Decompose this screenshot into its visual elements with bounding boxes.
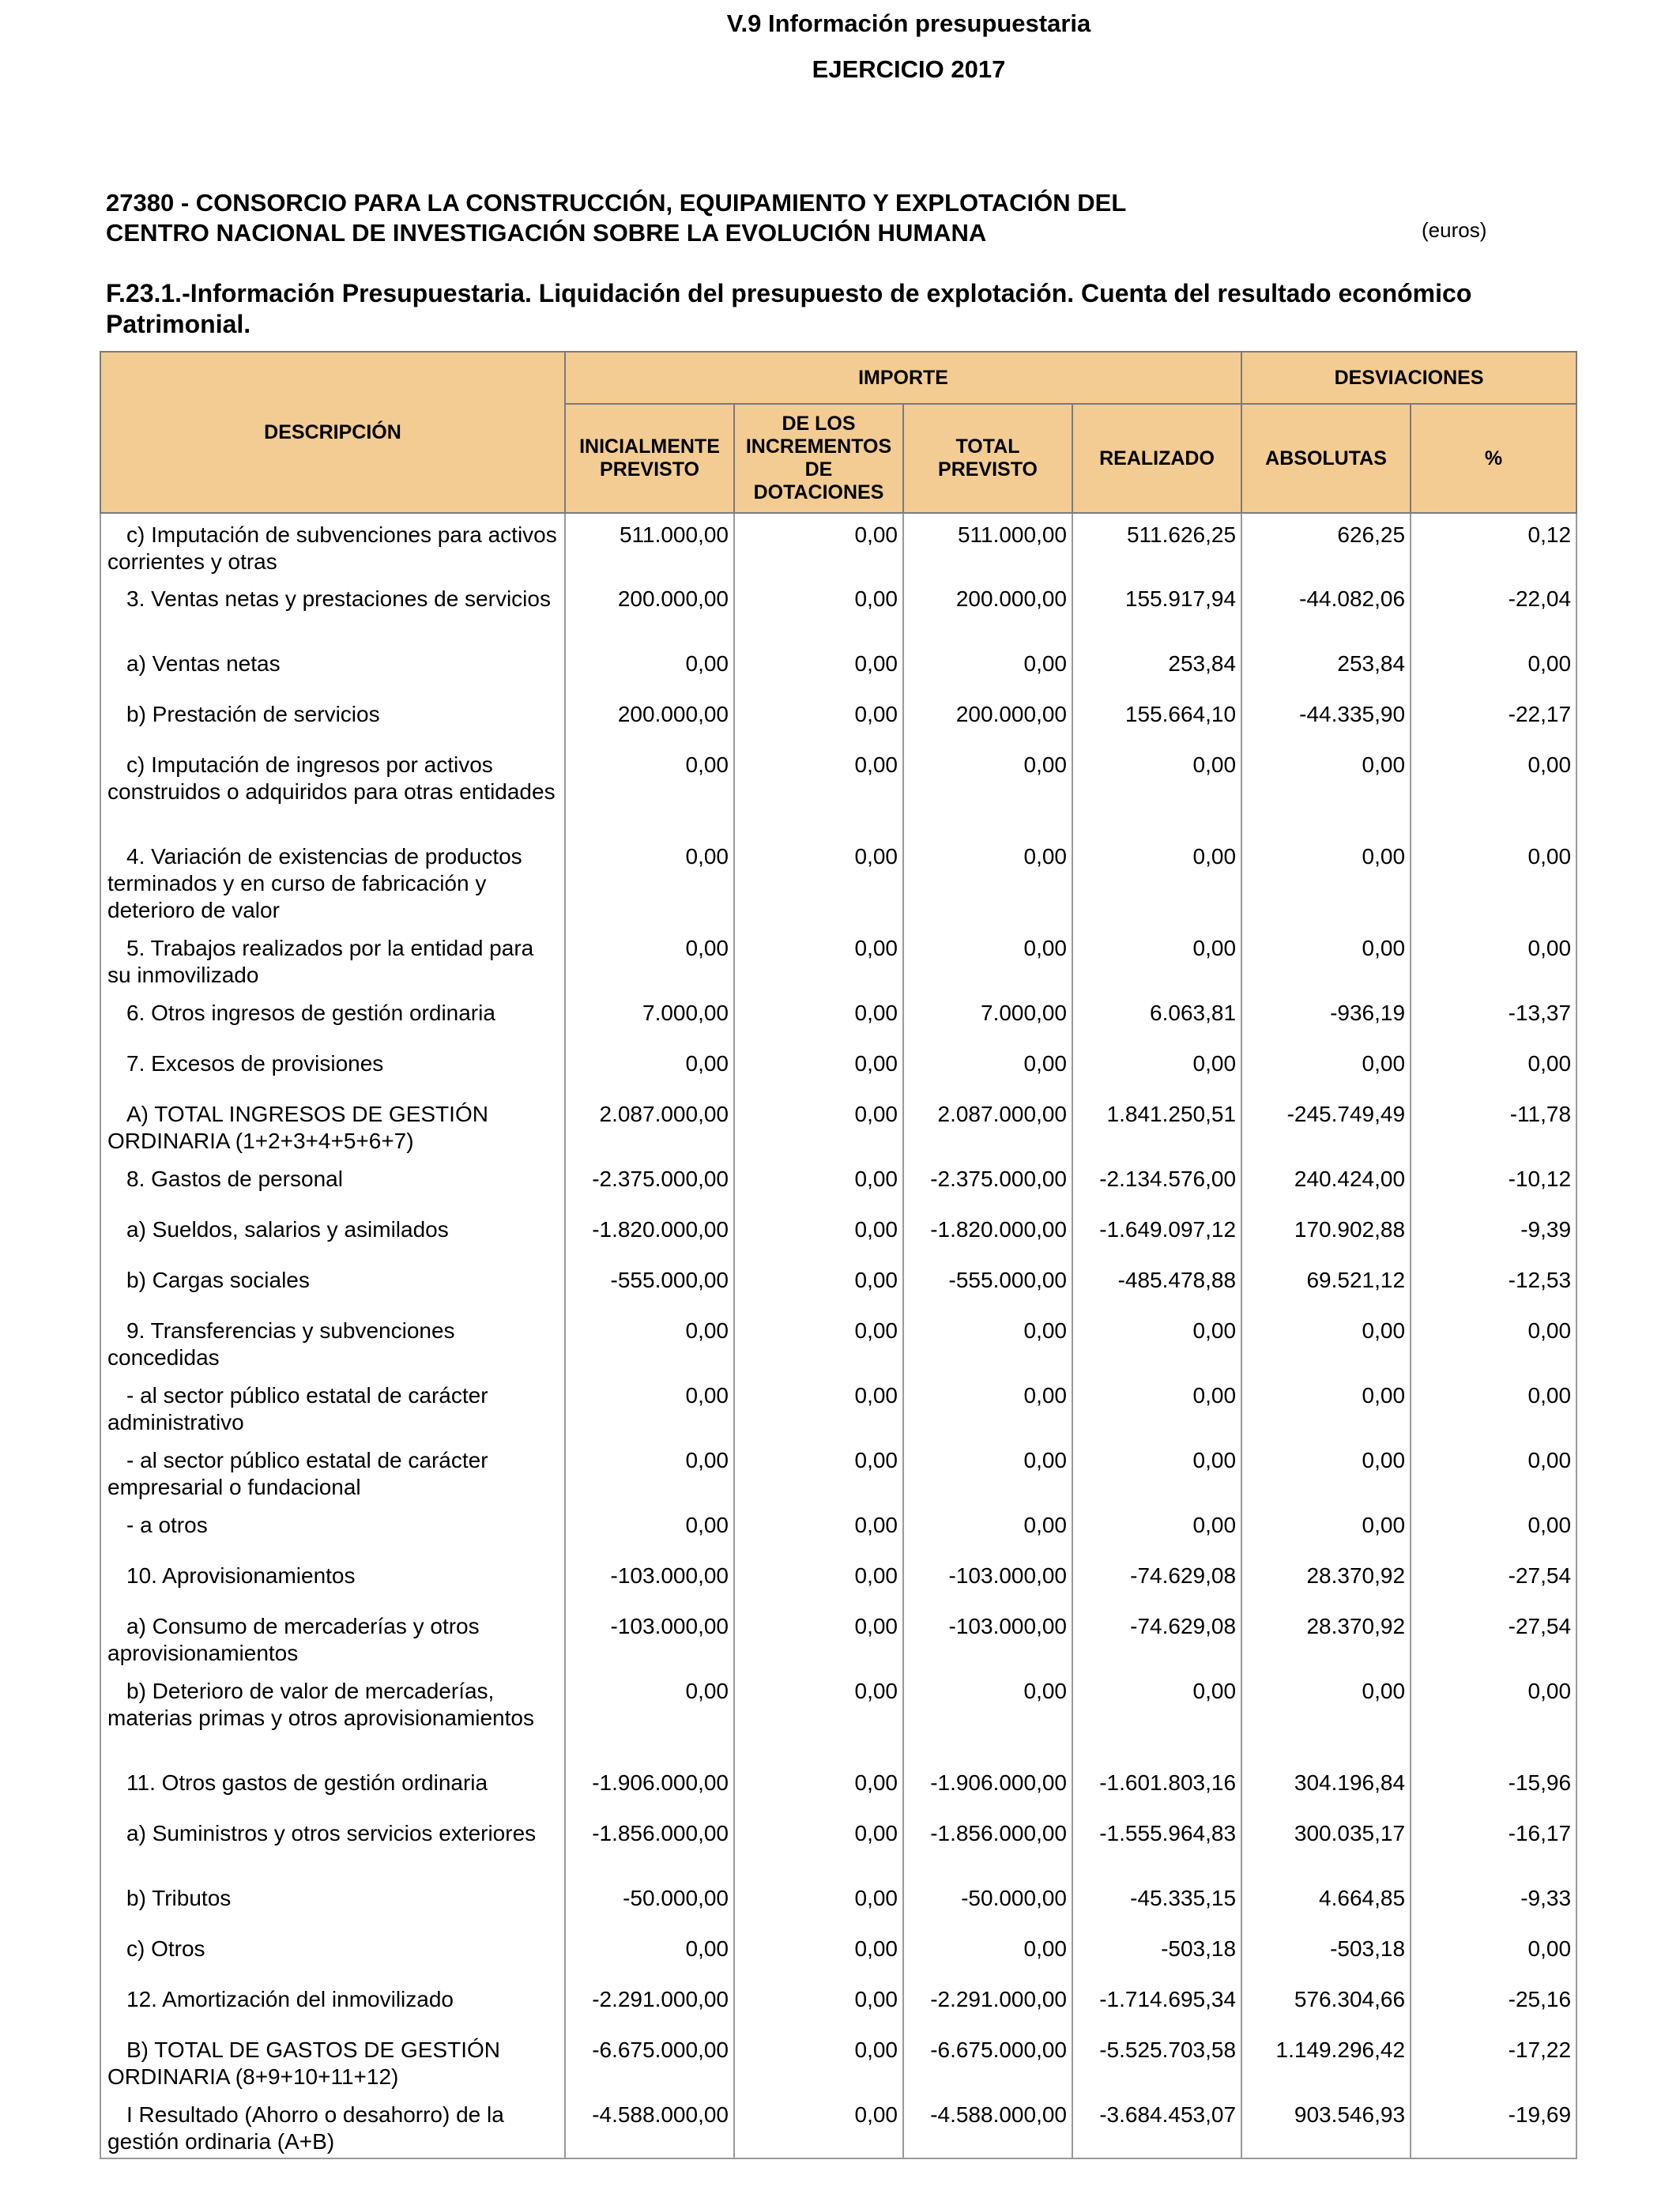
cell-descripcion xyxy=(100,693,565,744)
cell-descripcion xyxy=(100,1555,565,1605)
table-body xyxy=(100,513,1576,2158)
cell-porcentaje: 0,00 xyxy=(1411,1928,1576,1978)
cell-descripcion xyxy=(100,992,565,1042)
cell-inicialmente-previsto: 7.000,00 xyxy=(565,992,734,1042)
cell-porcentaje: -13,37 xyxy=(1411,992,1576,1042)
cell-incrementos: 0,00 xyxy=(734,578,903,643)
cell-inicialmente-previsto: 0,00 xyxy=(565,927,734,992)
cell-descripcion xyxy=(100,1439,565,1504)
row-description: b) Deterioro de valor de mercaderías, materias primas y otros aprovisionamientos xyxy=(107,1679,534,1730)
cell-descripcion xyxy=(100,1605,565,1670)
cell-descripcion xyxy=(100,1158,565,1208)
cell-incrementos: 0,00 xyxy=(734,992,903,1042)
table-row xyxy=(100,643,1576,693)
cell-total-previsto: -2.291.000,00 xyxy=(903,1978,1072,2029)
row-description: A) TOTAL INGRESOS DE GESTIÓN ORDINARIA (1+2+3+4+5+6+7) xyxy=(107,1102,488,1153)
row-description: B) TOTAL DE GASTOS DE GESTIÓN ORDINARIA (8+9+10+11+12) xyxy=(107,2038,500,2089)
budget-table xyxy=(100,351,1577,2159)
cell-realizado: 0,00 xyxy=(1072,1670,1241,1762)
cell-incrementos: 0,00 xyxy=(734,1259,903,1310)
cell-realizado: -74.629,08 xyxy=(1072,1555,1241,1605)
row-description: 9. Transferencias y subvenciones concedidas xyxy=(107,1318,455,1370)
cell-inicialmente-previsto: -2.291.000,00 xyxy=(565,1978,734,2029)
cell-incrementos: 0,00 xyxy=(734,2094,903,2158)
cell-absolutas: 28.370,92 xyxy=(1241,1605,1411,1670)
cell-absolutas: 576.304,66 xyxy=(1241,1978,1411,2029)
cell-realizado: -2.134.576,00 xyxy=(1072,1158,1241,1208)
row-description: b) Prestación de servicios xyxy=(126,702,380,726)
cell-realizado: 0,00 xyxy=(1072,1504,1241,1555)
cell-absolutas: 903.546,93 xyxy=(1241,2094,1411,2158)
cell-descripcion xyxy=(100,1877,565,1928)
cell-incrementos: 0,00 xyxy=(734,1812,903,1877)
cell-total-previsto: 0,00 xyxy=(903,1670,1072,1762)
cell-porcentaje: -19,69 xyxy=(1411,2094,1576,2158)
cell-total-previsto: 0,00 xyxy=(903,835,1072,927)
cell-incrementos: 0,00 xyxy=(734,744,903,835)
cell-inicialmente-previsto: 0,00 xyxy=(565,1504,734,1555)
row-description: a) Sueldos, salarios y asimilados xyxy=(126,1217,449,1242)
table-row xyxy=(100,1208,1576,1259)
cell-total-previsto: -6.675.000,00 xyxy=(903,2029,1072,2094)
table-row xyxy=(100,1374,1576,1439)
cell-realizado: 0,00 xyxy=(1072,1439,1241,1504)
table-row xyxy=(100,1812,1576,1877)
cell-realizado: 0,00 xyxy=(1072,744,1241,835)
cell-incrementos: 0,00 xyxy=(734,1555,903,1605)
cell-absolutas: 300.035,17 xyxy=(1241,1812,1411,1877)
cell-inicialmente-previsto: 0,00 xyxy=(565,1928,734,1978)
cell-total-previsto: 200.000,00 xyxy=(903,693,1072,744)
cell-porcentaje: 0,00 xyxy=(1411,927,1576,992)
cell-descripcion xyxy=(100,744,565,835)
row-description: c) Imputación de ingresos por activos construidos o adquiridos para otras entidades xyxy=(107,752,556,804)
cell-inicialmente-previsto: -1.906.000,00 xyxy=(565,1762,734,1812)
cell-inicialmente-previsto: -6.675.000,00 xyxy=(565,2029,734,2094)
cell-descripcion xyxy=(100,1978,565,2029)
cell-incrementos: 0,00 xyxy=(734,1605,903,1670)
header-descripcion: DESCRIPCIÓN xyxy=(100,352,565,513)
table-row xyxy=(100,1093,1576,1158)
table-row xyxy=(100,1158,1576,1208)
cell-porcentaje: 0,00 xyxy=(1411,744,1576,835)
cell-absolutas: 170.902,88 xyxy=(1241,1208,1411,1259)
cell-porcentaje: 0,00 xyxy=(1411,1042,1576,1093)
row-description: - al sector público estatal de carácter administrativo xyxy=(107,1383,488,1434)
cell-realizado: 155.664,10 xyxy=(1072,693,1241,744)
cell-total-previsto: 0,00 xyxy=(903,1374,1072,1439)
table-row xyxy=(100,578,1576,643)
cell-absolutas: 240.424,00 xyxy=(1241,1158,1411,1208)
row-description: c) Otros xyxy=(126,1936,205,1961)
cell-porcentaje: -10,12 xyxy=(1411,1158,1576,1208)
cell-total-previsto: 0,00 xyxy=(903,1042,1072,1093)
cell-porcentaje: 0,00 xyxy=(1411,1310,1576,1374)
row-description: c) Imputación de subvenciones para activos corrientes y otras xyxy=(107,522,557,574)
table-row xyxy=(100,693,1576,744)
cell-descripcion xyxy=(100,1670,565,1762)
cell-porcentaje: 0,00 xyxy=(1411,835,1576,927)
table-row xyxy=(100,1259,1576,1310)
cell-total-previsto: 0,00 xyxy=(903,643,1072,693)
cell-realizado: 511.626,25 xyxy=(1072,513,1241,578)
cell-incrementos: 0,00 xyxy=(734,1670,903,1762)
row-description: 10. Aprovisionamientos xyxy=(126,1563,356,1588)
header-desviaciones: DESVIACIONES xyxy=(1241,352,1576,404)
cell-inicialmente-previsto: 0,00 xyxy=(565,1374,734,1439)
cell-absolutas: 0,00 xyxy=(1241,927,1411,992)
cell-porcentaje: -22,04 xyxy=(1411,578,1576,643)
cell-realizado: -1.555.964,83 xyxy=(1072,1812,1241,1877)
cell-realizado: 0,00 xyxy=(1072,835,1241,927)
table-row xyxy=(100,1042,1576,1093)
cell-absolutas: -44.082,06 xyxy=(1241,578,1411,643)
cell-total-previsto: -1.820.000,00 xyxy=(903,1208,1072,1259)
cell-descripcion xyxy=(100,1310,565,1374)
cell-incrementos: 0,00 xyxy=(734,1762,903,1812)
cell-realizado: 6.063,81 xyxy=(1072,992,1241,1042)
cell-inicialmente-previsto: 200.000,00 xyxy=(565,578,734,643)
cell-inicialmente-previsto: 0,00 xyxy=(565,643,734,693)
cell-porcentaje: 0,00 xyxy=(1411,1504,1576,1555)
cell-absolutas: -503,18 xyxy=(1241,1928,1411,1978)
table-row xyxy=(100,1762,1576,1812)
cell-total-previsto: -1.856.000,00 xyxy=(903,1812,1072,1877)
cell-porcentaje: -17,22 xyxy=(1411,2029,1576,2094)
cell-realizado: -1.714.695,34 xyxy=(1072,1978,1241,2029)
table-row xyxy=(100,1504,1576,1555)
cell-realizado: -3.684.453,07 xyxy=(1072,2094,1241,2158)
cell-descripcion xyxy=(100,1093,565,1158)
cell-porcentaje: -15,96 xyxy=(1411,1762,1576,1812)
row-description: 6. Otros ingresos de gestión ordinaria xyxy=(126,1001,495,1025)
entity-heading-line-2: CENTRO NACIONAL DE INVESTIGACIÓN SOBRE LA EVOLUCIÓN HUMANA xyxy=(106,219,987,247)
row-description: 8. Gastos de personal xyxy=(126,1167,343,1191)
table-row xyxy=(100,744,1576,835)
cell-total-previsto: 0,00 xyxy=(903,1439,1072,1504)
cell-total-previsto: 511.000,00 xyxy=(903,513,1072,578)
cell-descripcion xyxy=(100,927,565,992)
cell-total-previsto: -2.375.000,00 xyxy=(903,1158,1072,1208)
cell-realizado: 155.917,94 xyxy=(1072,578,1241,643)
cell-incrementos: 0,00 xyxy=(734,1877,903,1928)
cell-absolutas: -44.335,90 xyxy=(1241,693,1411,744)
cell-realizado: 0,00 xyxy=(1072,1374,1241,1439)
cell-realizado: 0,00 xyxy=(1072,1310,1241,1374)
cell-incrementos: 0,00 xyxy=(734,1093,903,1158)
cell-inicialmente-previsto: 0,00 xyxy=(565,744,734,835)
cell-absolutas: 4.664,85 xyxy=(1241,1877,1411,1928)
cell-descripcion xyxy=(100,1208,565,1259)
header-inicialmente-previsto: INICIALMENTE PREVISTO xyxy=(565,404,734,513)
cell-total-previsto: -1.906.000,00 xyxy=(903,1762,1072,1812)
header-porcentaje: % xyxy=(1411,404,1576,513)
cell-incrementos: 0,00 xyxy=(734,513,903,578)
cell-descripcion xyxy=(100,1042,565,1093)
cell-incrementos: 0,00 xyxy=(734,1158,903,1208)
cell-inicialmente-previsto: -103.000,00 xyxy=(565,1555,734,1605)
cell-total-previsto: -103.000,00 xyxy=(903,1605,1072,1670)
cell-total-previsto: -555.000,00 xyxy=(903,1259,1072,1310)
cell-inicialmente-previsto: 0,00 xyxy=(565,1310,734,1374)
cell-absolutas: 0,00 xyxy=(1241,1670,1411,1762)
cell-absolutas: 0,00 xyxy=(1241,744,1411,835)
cell-incrementos: 0,00 xyxy=(734,693,903,744)
table-row xyxy=(100,992,1576,1042)
cell-realizado: 253,84 xyxy=(1072,643,1241,693)
cell-porcentaje: 0,12 xyxy=(1411,513,1576,578)
cell-inicialmente-previsto: 0,00 xyxy=(565,835,734,927)
cell-absolutas: 0,00 xyxy=(1241,1439,1411,1504)
header-total-previsto: TOTAL PREVISTO xyxy=(903,404,1072,513)
cell-incrementos: 0,00 xyxy=(734,2029,903,2094)
cell-porcentaje: -12,53 xyxy=(1411,1259,1576,1310)
units-label: (euros) xyxy=(1422,218,1487,242)
cell-total-previsto: -4.588.000,00 xyxy=(903,2094,1072,2158)
cell-incrementos: 0,00 xyxy=(734,643,903,693)
row-description: a) Suministros y otros servicios exteriores xyxy=(126,1821,537,1845)
cell-realizado: -485.478,88 xyxy=(1072,1259,1241,1310)
cell-inicialmente-previsto: -555.000,00 xyxy=(565,1259,734,1310)
cell-realizado: 0,00 xyxy=(1072,1042,1241,1093)
cell-inicialmente-previsto: 0,00 xyxy=(565,1439,734,1504)
row-description: a) Consumo de mercaderías y otros aprovisionamientos xyxy=(107,1614,480,1665)
cell-absolutas: 1.149.296,42 xyxy=(1241,2029,1411,2094)
cell-realizado: -1.649.097,12 xyxy=(1072,1208,1241,1259)
cell-total-previsto: 0,00 xyxy=(903,927,1072,992)
cell-inicialmente-previsto: -103.000,00 xyxy=(565,1605,734,1670)
row-description: 4. Variación de existencias de productos terminados y en curso de fabricación y deterioro de valor xyxy=(107,844,522,922)
header-incrementos: DE LOS INCREMENTOS DE DOTACIONES xyxy=(734,404,903,513)
header-absolutas: ABSOLUTAS xyxy=(1241,404,1411,513)
cell-porcentaje: -9,39 xyxy=(1411,1208,1576,1259)
cell-descripcion xyxy=(100,1812,565,1877)
row-description: 12. Amortización del inmovilizado xyxy=(126,1987,454,2011)
entity-heading xyxy=(106,188,1126,248)
cell-total-previsto: 0,00 xyxy=(903,1928,1072,1978)
cell-descripcion xyxy=(100,1928,565,1978)
row-description: - al sector público estatal de carácter empresarial o fundacional xyxy=(107,1448,488,1499)
cell-absolutas: 0,00 xyxy=(1241,1504,1411,1555)
header-importe: IMPORTE xyxy=(565,352,1241,404)
cell-absolutas: 253,84 xyxy=(1241,643,1411,693)
cell-incrementos: 0,00 xyxy=(734,1928,903,1978)
cell-porcentaje: 0,00 xyxy=(1411,1670,1576,1762)
cell-total-previsto: -50.000,00 xyxy=(903,1877,1072,1928)
fiscal-year-title: EJERCICIO 2017 xyxy=(812,55,1006,83)
table-row xyxy=(100,1877,1576,1928)
cell-realizado: -503,18 xyxy=(1072,1928,1241,1978)
cell-incrementos: 0,00 xyxy=(734,1439,903,1504)
cell-realizado: -5.525.703,58 xyxy=(1072,2029,1241,2094)
row-description: 3. Ventas netas y prestaciones de servicios xyxy=(126,586,551,611)
row-description: b) Cargas sociales xyxy=(126,1268,310,1292)
table-row xyxy=(100,2029,1576,2094)
cell-total-previsto: 0,00 xyxy=(903,1310,1072,1374)
table-row xyxy=(100,1928,1576,1978)
cell-porcentaje: -11,78 xyxy=(1411,1093,1576,1158)
table-row xyxy=(100,1605,1576,1670)
cell-porcentaje: 0,00 xyxy=(1411,1374,1576,1439)
table-row xyxy=(100,1310,1576,1374)
cell-porcentaje: -25,16 xyxy=(1411,1978,1576,2029)
cell-porcentaje: -22,17 xyxy=(1411,693,1576,744)
entity-heading-line-1: 27380 - CONSORCIO PARA LA CONSTRUCCIÓN, EQUIPAMIENTO Y EXPLOTACIÓN DEL xyxy=(106,189,1127,217)
cell-inicialmente-previsto: 511.000,00 xyxy=(565,513,734,578)
cell-absolutas: -245.749,49 xyxy=(1241,1093,1411,1158)
cell-incrementos: 0,00 xyxy=(734,1374,903,1439)
row-description: - a otros xyxy=(126,1513,208,1537)
cell-absolutas: 0,00 xyxy=(1241,835,1411,927)
cell-absolutas: 69.521,12 xyxy=(1241,1259,1411,1310)
cell-incrementos: 0,00 xyxy=(734,1042,903,1093)
cell-descripcion xyxy=(100,835,565,927)
cell-descripcion xyxy=(100,513,565,578)
table-row xyxy=(100,1670,1576,1762)
cell-incrementos: 0,00 xyxy=(734,1208,903,1259)
cell-porcentaje: 0,00 xyxy=(1411,643,1576,693)
table-header xyxy=(100,352,1576,513)
cell-descripcion xyxy=(100,1762,565,1812)
header-realizado: REALIZADO xyxy=(1072,404,1241,513)
cell-descripcion xyxy=(100,643,565,693)
cell-porcentaje: 0,00 xyxy=(1411,1439,1576,1504)
cell-absolutas: 0,00 xyxy=(1241,1374,1411,1439)
cell-total-previsto: 2.087.000,00 xyxy=(903,1093,1072,1158)
cell-realizado: -1.601.803,16 xyxy=(1072,1762,1241,1812)
cell-inicialmente-previsto: 2.087.000,00 xyxy=(565,1093,734,1158)
cell-total-previsto: 200.000,00 xyxy=(903,578,1072,643)
cell-inicialmente-previsto: -4.588.000,00 xyxy=(565,2094,734,2158)
table-row xyxy=(100,513,1576,578)
row-description: 11. Otros gastos de gestión ordinaria xyxy=(126,1770,488,1795)
cell-absolutas: 0,00 xyxy=(1241,1042,1411,1093)
cell-inicialmente-previsto: -50.000,00 xyxy=(565,1877,734,1928)
cell-total-previsto: 0,00 xyxy=(903,744,1072,835)
cell-realizado: 0,00 xyxy=(1072,927,1241,992)
row-description: b) Tributos xyxy=(126,1886,232,1910)
cell-inicialmente-previsto: 0,00 xyxy=(565,1042,734,1093)
cell-absolutas: 0,00 xyxy=(1241,1310,1411,1374)
cell-absolutas: 304.196,84 xyxy=(1241,1762,1411,1812)
cell-porcentaje: -27,54 xyxy=(1411,1555,1576,1605)
section-title: F.23.1.-Información Presupuestaria. Liquidación del presupuesto de explotación. Cuenta del resultado económico Patrimonial. xyxy=(106,279,1472,338)
cell-incrementos: 0,00 xyxy=(734,835,903,927)
cell-incrementos: 0,00 xyxy=(734,1978,903,2029)
cell-absolutas: -936,19 xyxy=(1241,992,1411,1042)
table-row xyxy=(100,1555,1576,1605)
cell-total-previsto: 0,00 xyxy=(903,1504,1072,1555)
cell-realizado: -74.629,08 xyxy=(1072,1605,1241,1670)
row-description: 5. Trabajos realizados por la entidad para su inmovilizado xyxy=(107,936,534,987)
row-description: 7. Excesos de provisiones xyxy=(126,1051,384,1076)
cell-porcentaje: -9,33 xyxy=(1411,1877,1576,1928)
cell-incrementos: 0,00 xyxy=(734,1310,903,1374)
cell-descripcion xyxy=(100,578,565,643)
table-row xyxy=(100,927,1576,992)
cell-inicialmente-previsto: -2.375.000,00 xyxy=(565,1158,734,1208)
document-title: V.9 Información presupuestaria xyxy=(726,9,1091,37)
cell-total-previsto: 7.000,00 xyxy=(903,992,1072,1042)
cell-inicialmente-previsto: 0,00 xyxy=(565,1670,734,1762)
row-description: I Resultado (Ahorro o desahorro) de la gestión ordinaria (A+B) xyxy=(107,2102,504,2154)
cell-total-previsto: -103.000,00 xyxy=(903,1555,1072,1605)
table-row xyxy=(100,835,1576,927)
cell-incrementos: 0,00 xyxy=(734,927,903,992)
cell-realizado: 1.841.250,51 xyxy=(1072,1093,1241,1158)
cell-realizado: -45.335,15 xyxy=(1072,1877,1241,1928)
cell-descripcion xyxy=(100,2029,565,2094)
table-row xyxy=(100,2094,1576,2158)
table-row xyxy=(100,1978,1576,2029)
cell-absolutas: 626,25 xyxy=(1241,513,1411,578)
cell-absolutas: 28.370,92 xyxy=(1241,1555,1411,1605)
cell-inicialmente-previsto: -1.856.000,00 xyxy=(565,1812,734,1877)
cell-descripcion xyxy=(100,2094,565,2158)
cell-porcentaje: -16,17 xyxy=(1411,1812,1576,1877)
cell-descripcion xyxy=(100,1504,565,1555)
cell-porcentaje: -27,54 xyxy=(1411,1605,1576,1670)
cell-inicialmente-previsto: 200.000,00 xyxy=(565,693,734,744)
table-row xyxy=(100,1439,1576,1504)
cell-inicialmente-previsto: -1.820.000,00 xyxy=(565,1208,734,1259)
cell-descripcion xyxy=(100,1259,565,1310)
cell-descripcion xyxy=(100,1374,565,1439)
row-description: a) Ventas netas xyxy=(126,651,281,676)
cell-incrementos: 0,00 xyxy=(734,1504,903,1555)
